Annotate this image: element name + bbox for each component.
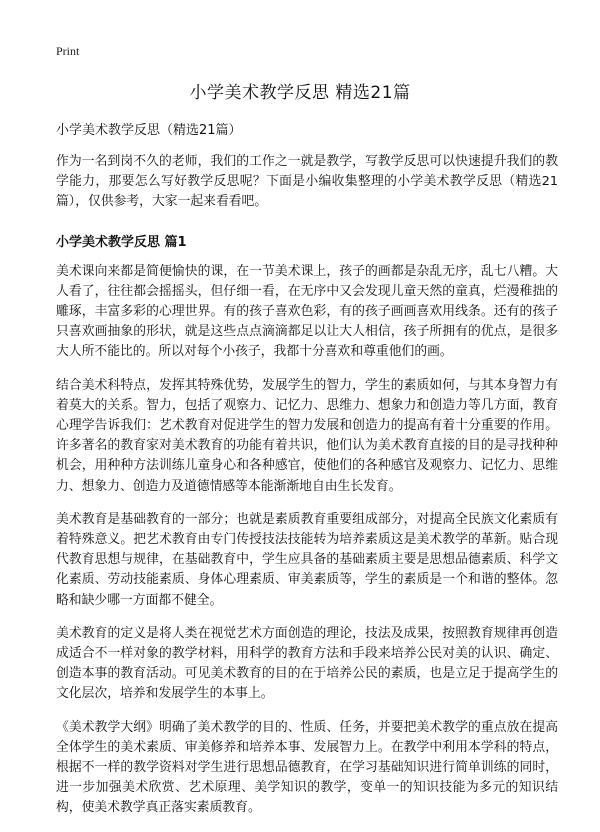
body-paragraph: 《美术教学大纲》明确了美术教学的目的、性质、任务，并要把美术教学的重点放在提高全体学生的美术素质、审美修养和培养本事、发展智力上。在教学中利用本学科的特点，根据不一样的教学资料对学生进行思想品德教育，在学习基础知识进行简单训练的同时，进一步加强美术欣赏、艺术原理、美学知识的教学，变单一的知识技能为多元的知识结构，使美术教学真正落实素质教育。: [56, 719, 558, 816]
print-link[interactable]: Print: [56, 44, 80, 58]
section-heading: 小学美术教学反思 篇1: [56, 234, 187, 250]
article-subtitle: 小学美术教学反思（精选21篇）: [56, 123, 242, 138]
page-title: 小学美术教学反思 精选21篇: [189, 83, 411, 103]
body-paragraph: 美术教育的定义是将人类在视觉艺术方面创造的理论，技法及成果，按照教育规律再创造成适合不一样对象的教学材料，用科学的教育方法和手段来培养公民对美的认识、确定、创造本事的教育活动。可见美术教育的目的在于培养公民的素质，也是立足于提高学生的文化层次，培养和发展学生的本事上。: [56, 625, 558, 702]
intro-paragraph: 作为一名到岗不久的老师，我们的工作之一就是教学，写教学反思可以快速提升我们的教学能力，那要怎么写好教学反思呢？下面是小编收集整理的小学美术教学反思（精选21篇），仅供参考，大家一起来看看吧。: [56, 154, 558, 210]
body-paragraph: 美术课向来都是简便愉快的课，在一节美术课上，孩子的画都是杂乱无序，乱七八糟。大人看了，往往都会摇摇头，但仔细一看，在无序中又会发现儿童天然的童真，烂漫稚拙的雕琢，丰富多彩的心理世界。有的孩子喜欢色彩，有的孩子画画喜欢用线条。还有的孩子只喜欢画抽象的形状，就是这些点点滴滴都足以让大人相信，孩子所拥有的优点，是很多大人所不能比的。所以对每个小孩子，我都十分喜欢和尊重他们的画。: [56, 263, 558, 360]
body-paragraph: 美术教育是基础教育的一部分；也就是素质教育重要组成部分，对提高全民族文化素质有着特殊意义。把艺术教育由专门传授技法技能转为培养素质这是美术教学的革新。贴合现代教育思想与规律，在基础教育中，学生应具备的基础素质主要是思想品德素质、科学文化素质、劳动技能素质、身体心理素质、审美素质等，学生的素质是一个和谐的整体。忽略和缺少哪一方面都不健全。: [56, 511, 558, 608]
body-paragraph: 结合美术科特点，发挥其特殊优势，发展学生的智力，学生的素质如何，与其本身智力有着莫大的关系。智力，包括了观察力、记忆力、思维力、想象力和创造力等几方面，教育心理学告诉我们：艺术教育对促进学生的智力发展和创造力的提高有着十分重要的作用。许多著名的教育家对美术教育的功能有着共识，他们认为美术教育直接的目的是寻找种种机会，用种种方法训练儿童身心和各种感官，使他们的各种感官及观察力、记忆力、思维力、想象力、创造力及道德情感等本能渐渐地自由生长发育。: [56, 377, 558, 494]
article-body: [56, 121, 558, 832]
